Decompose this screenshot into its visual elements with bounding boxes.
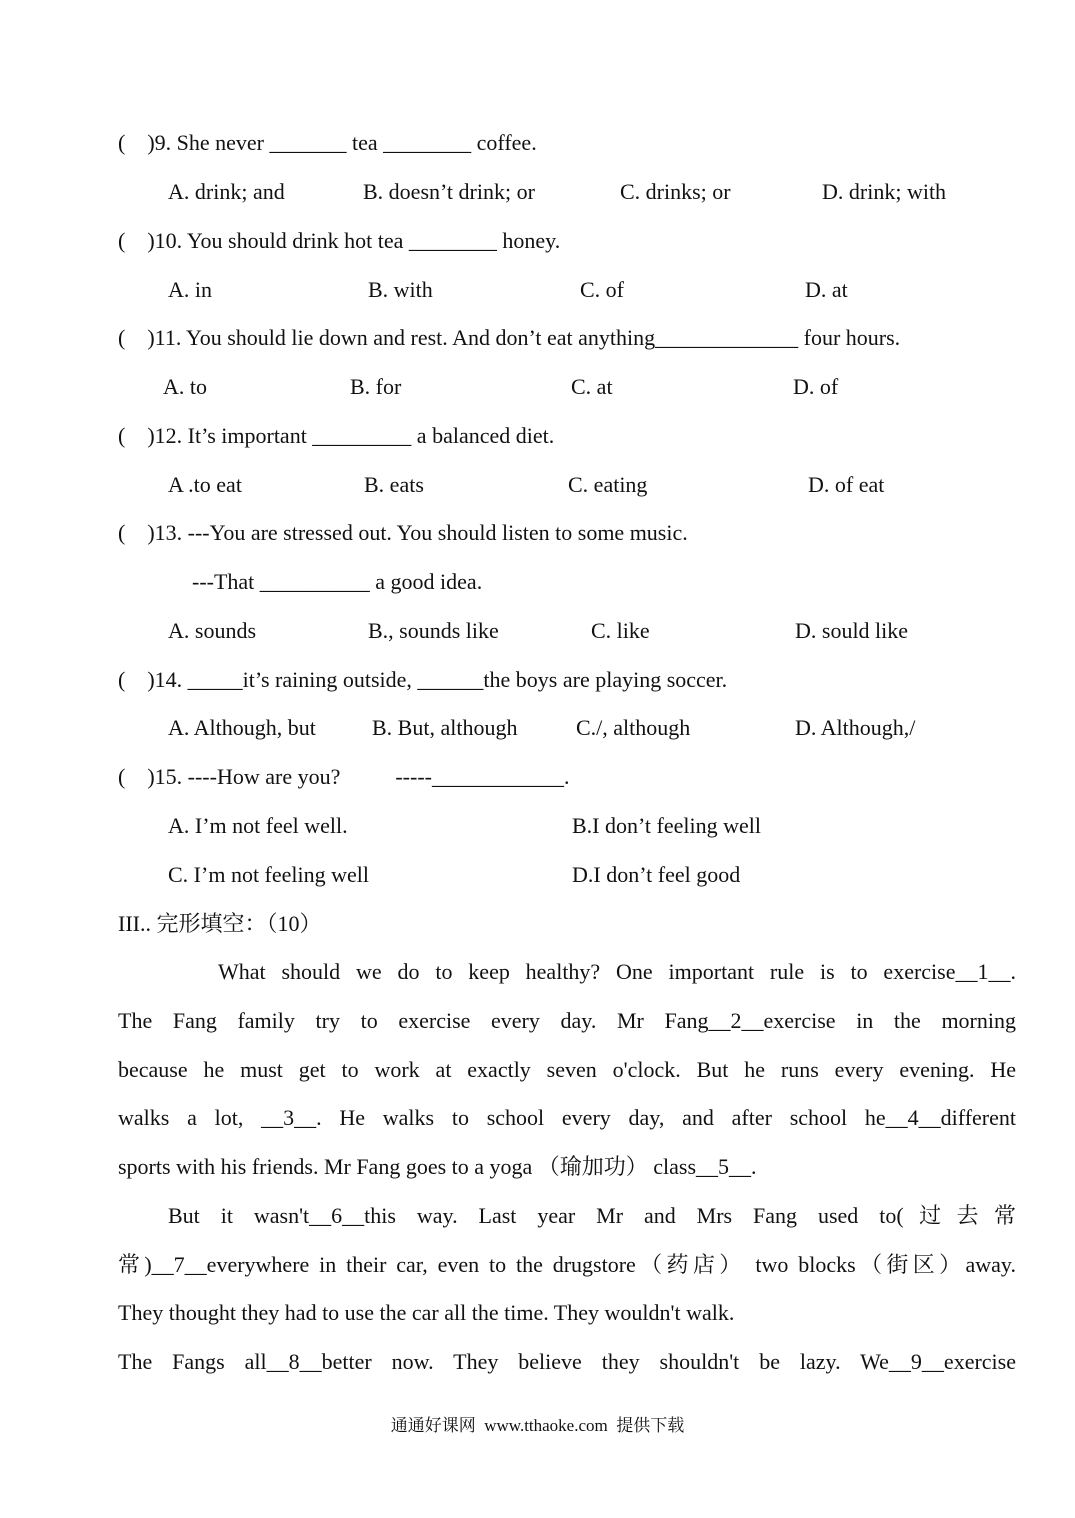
- passage-line: But it wasn't__6__this way. Last year Mr and Mrs Fang used to(过去常: [168, 1203, 1016, 1228]
- question-11-option-a: A. to: [163, 374, 207, 399]
- question-13-option-d: D. sould like: [795, 618, 909, 643]
- question-10-option-c: C. of: [580, 277, 624, 302]
- question-9-option-a: A. drink; and: [168, 179, 285, 204]
- question-13-option-c: C. like: [591, 618, 650, 643]
- question-11-option-b: B. for: [350, 374, 402, 399]
- question-14-option-b: B. But, although: [372, 715, 518, 740]
- section-heading: III.. 完形填空：（10）: [118, 911, 322, 936]
- question-10-stem: ( )10. You should drink hot tea ________ honey.: [118, 228, 561, 253]
- question-15-option-c: C. I’m not feeling well: [168, 862, 370, 887]
- question-15-stem: ( )15. ----How are you? -----____________.: [118, 764, 570, 789]
- question-15-option-a: A. I’m not feel well.: [168, 813, 348, 838]
- question-13-option-a: A. sounds: [168, 618, 257, 643]
- question-12-option-c: C. eating: [568, 472, 648, 497]
- passage-line: What should we do to keep healthy? One important rule is to exercise__1__.: [218, 959, 1016, 984]
- question-11-stem: ( )11. You should lie down and rest. And don’t eat anything_____________ four hours.: [118, 325, 901, 350]
- question-9-stem: ( )9. She never _______ tea ________ coffee.: [118, 130, 537, 155]
- question-9-option-d: D. drink; with: [822, 179, 947, 204]
- question-9-option-b: B. doesn’t drink; or: [363, 179, 535, 204]
- question-10-option-d: D. at: [805, 277, 848, 302]
- question-12-option-a: A .to eat: [168, 472, 242, 497]
- question-10-option-a: A. in: [168, 277, 212, 302]
- passage-line: walks a lot, __3__. He walks to school every day, and after school he__4__different: [118, 1105, 1016, 1130]
- question-14-stem: ( )14. _____it’s raining outside, ______the boys are playing soccer.: [118, 667, 728, 692]
- passage-line: 常)__7__everywhere in their car, even to the drugstore（药店） two blocks（街区）away.: [118, 1252, 1016, 1277]
- question-15-option-d: D.I don’t feel good: [572, 862, 741, 887]
- question-13-option-b: B., sounds like: [368, 618, 499, 643]
- question-10-option-b: B. with: [368, 277, 433, 302]
- question-11-option-d: D. of: [793, 374, 839, 399]
- passage-line: sports with his friends. Mr Fang goes to a yoga （瑜加功） class__5__.: [118, 1154, 757, 1179]
- question-12-stem: ( )12. It’s important _________ a balanced diet.: [118, 423, 555, 448]
- passage-line: The Fang family try to exercise every day. Mr Fang__2__exercise in the morning: [118, 1008, 1016, 1033]
- question-12-option-b: B. eats: [364, 472, 424, 497]
- question-9-option-c: C. drinks; or: [620, 179, 731, 204]
- question-13-stem-reply: ---That __________ a good idea.: [192, 569, 483, 594]
- question-12-option-d: D. of eat: [808, 472, 885, 497]
- question-15-option-b: B.I don’t feeling well: [572, 813, 761, 838]
- question-13-stem: ( )13. ---You are stressed out. You should listen to some music.: [118, 520, 688, 545]
- passage-line: They thought they had to use the car all the time. They wouldn't walk.: [118, 1300, 735, 1325]
- question-14-option-d: D. Although,/: [795, 715, 916, 740]
- question-11-option-c: C. at: [571, 374, 613, 399]
- question-14-option-c: C./, although: [576, 715, 691, 740]
- passage-line: because he must get to work at exactly seven o'clock. But he runs every evening. He: [118, 1057, 1016, 1082]
- question-14-option-a: A. Although, but: [168, 715, 316, 740]
- passage-line: The Fangs all__8__better now. They believe they shouldn't be lazy. We__9__exercise: [118, 1349, 1016, 1374]
- page-footer: 通通好课网 www.tthaoke.com 提供下载: [390, 1416, 685, 1435]
